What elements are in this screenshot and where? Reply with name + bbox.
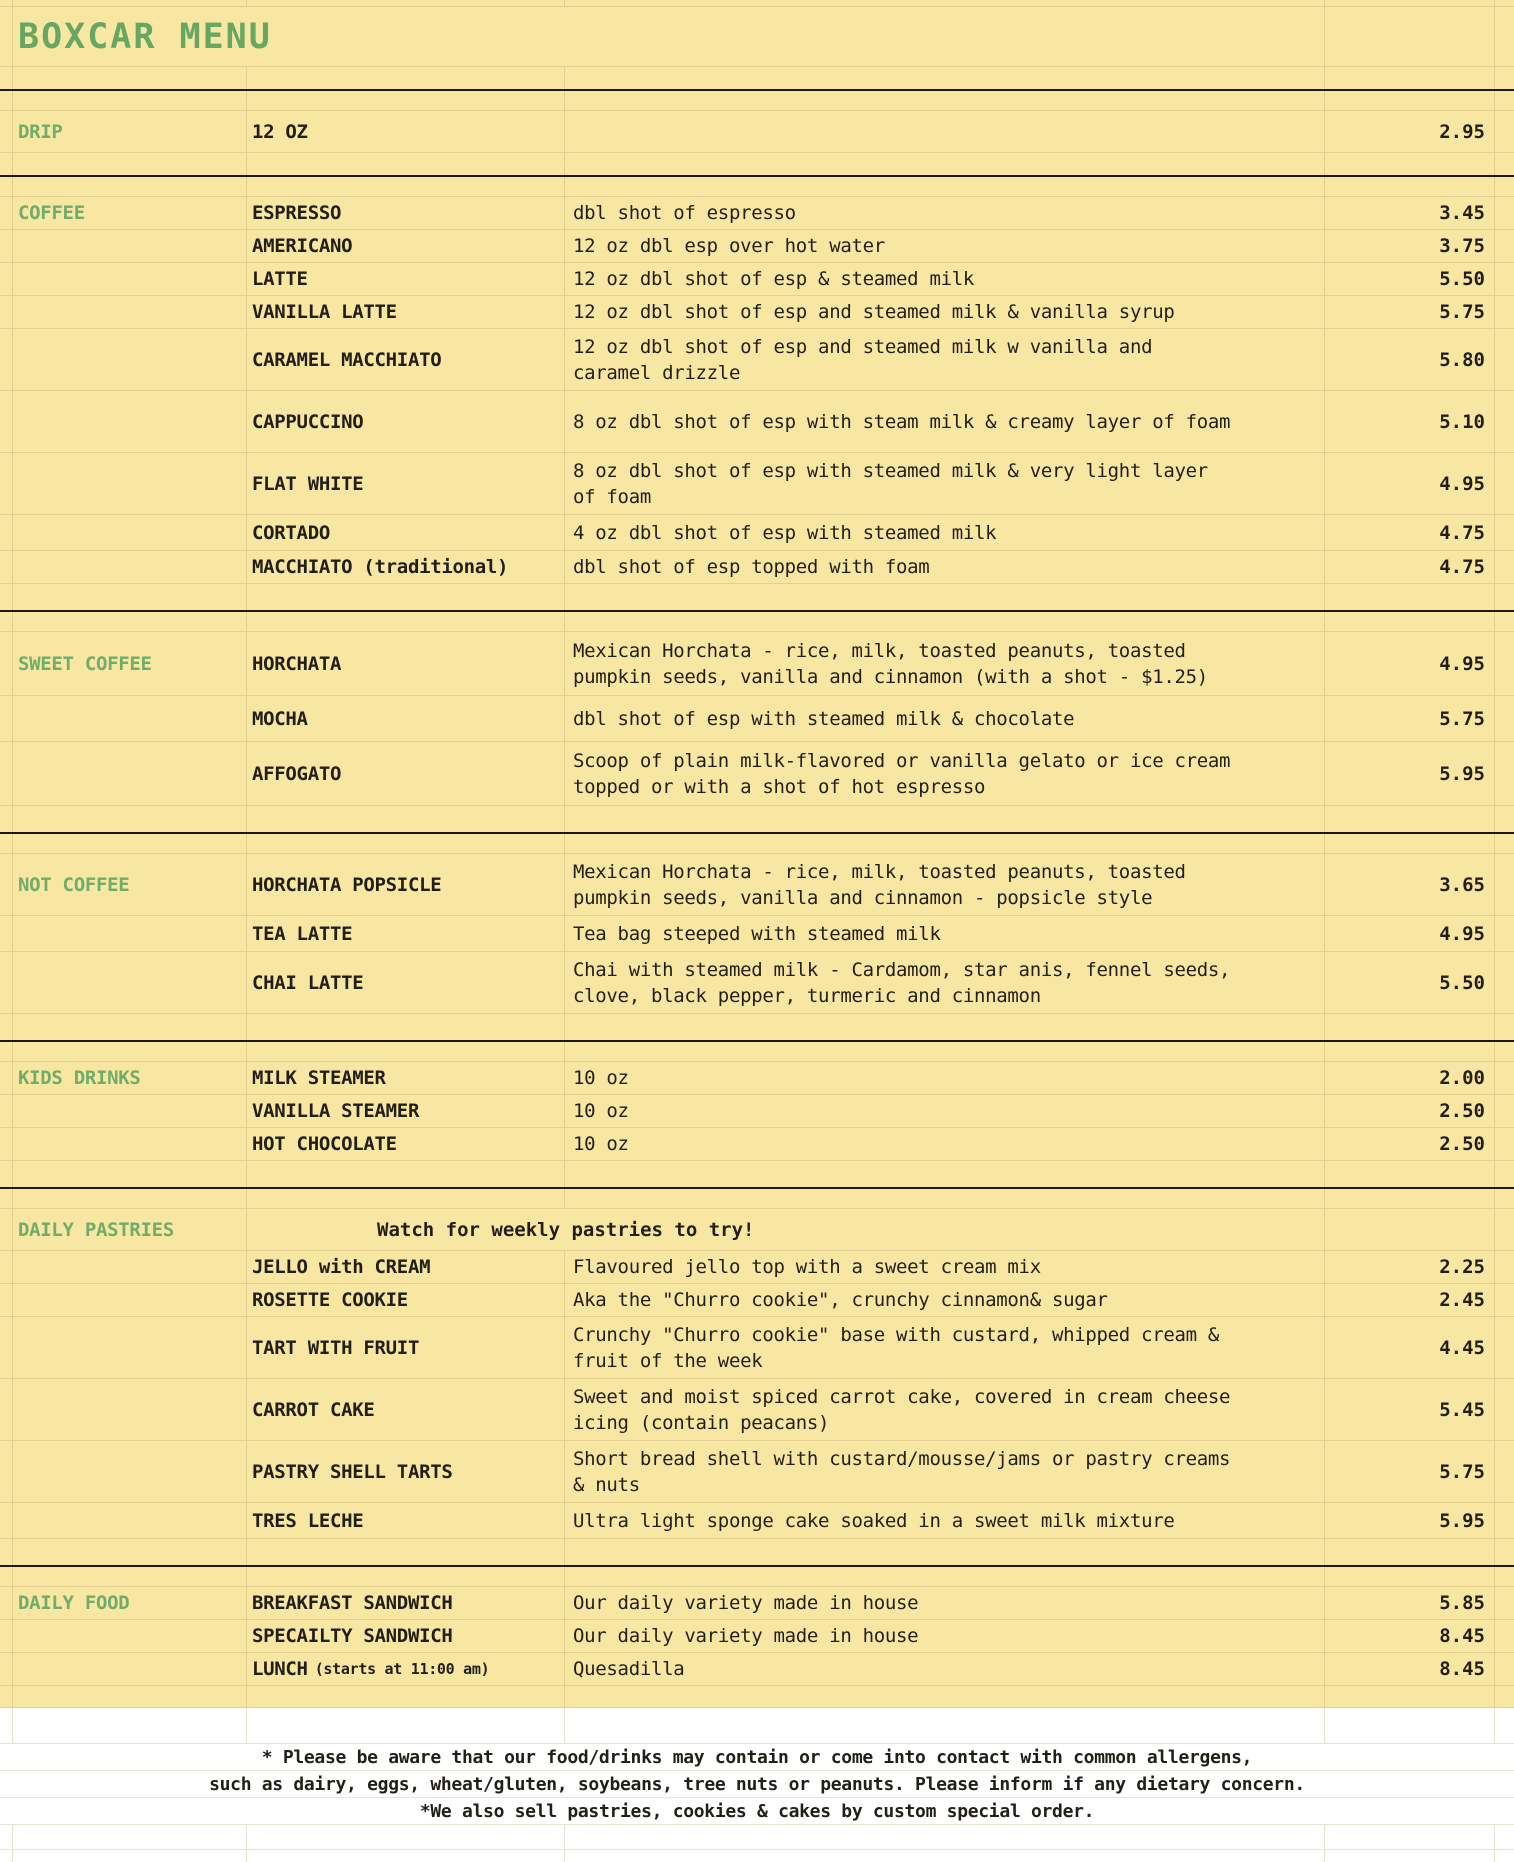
item-description: 8 oz dbl shot of esp with steam milk & creamy layer of foam xyxy=(565,391,1325,452)
section-label: KIDS DRINKS xyxy=(13,1062,247,1094)
section-header-row xyxy=(0,1209,1514,1251)
item-description: 12 oz dbl shot of esp and steamed milk & vanilla syrup xyxy=(565,296,1325,328)
item-price: 4.45 xyxy=(1325,1317,1495,1378)
footer-note-line: *We also sell pastries, cookies & cakes by custom special order. xyxy=(0,1798,1514,1825)
item-price: 3.75 xyxy=(1325,230,1495,262)
menu-row xyxy=(0,296,1514,329)
separator-row xyxy=(0,1014,1514,1040)
menu-row xyxy=(0,453,1514,515)
menu-row xyxy=(0,1284,1514,1317)
item-name: CORTADO xyxy=(247,515,565,550)
section-divider-line xyxy=(0,1040,1514,1062)
item-description: dbl shot of esp with steamed milk & chocolate xyxy=(565,696,1325,741)
item-description xyxy=(565,111,1325,152)
item-price: 5.50 xyxy=(1325,263,1495,295)
item-description: Flavoured jello top with a sweet cream mix xyxy=(565,1251,1325,1283)
item-name: ESPRESSO xyxy=(247,197,565,229)
page-title: BOXCAR MENU xyxy=(13,7,1325,66)
item-description: Quesadilla xyxy=(565,1653,1325,1685)
item-description: Our daily variety made in house xyxy=(565,1587,1325,1619)
menu-row xyxy=(0,952,1514,1014)
separator-row xyxy=(0,1850,1514,1862)
item-name xyxy=(247,1653,565,1685)
item-name: CARROT CAKE xyxy=(247,1379,565,1440)
section-label: NOT COFFEE xyxy=(13,854,247,915)
item-name: FLAT WHITE xyxy=(247,453,565,514)
separator-row xyxy=(0,153,1514,175)
item-name: CARAMEL MACCHIATO xyxy=(247,329,565,390)
menu-row xyxy=(0,742,1514,806)
item-price: 5.10 xyxy=(1325,391,1495,452)
menu-row xyxy=(0,1379,1514,1441)
item-name: TRES LECHE xyxy=(247,1503,565,1538)
item-description: Tea bag steeped with steamed milk xyxy=(565,916,1325,951)
item-name: VANILLA STEAMER xyxy=(247,1095,565,1127)
section-label: COFFEE xyxy=(13,197,247,229)
item-name: TEA LATTE xyxy=(247,916,565,951)
item-price: 5.80 xyxy=(1325,329,1495,390)
menu-row xyxy=(0,1095,1514,1128)
item-price: 8.45 xyxy=(1325,1620,1495,1652)
section-label: SWEET COFFEE xyxy=(13,632,247,695)
menu-row xyxy=(0,1503,1514,1539)
item-name: BREAKFAST SANDWICH xyxy=(247,1587,565,1619)
menu-row xyxy=(0,1251,1514,1284)
menu-row xyxy=(0,230,1514,263)
item-price: 4.95 xyxy=(1325,453,1495,514)
separator-row xyxy=(0,806,1514,832)
item-name: 12 OZ xyxy=(247,111,565,152)
menu-row xyxy=(0,1062,1514,1095)
item-description: 12 oz dbl shot of esp & steamed milk xyxy=(565,263,1325,295)
footer-note-line: such as dairy, eggs, wheat/gluten, soybeans, tree nuts or peanuts. Please inform if any dietary concern. xyxy=(0,1771,1514,1798)
separator-row xyxy=(0,1708,1514,1744)
item-name: ROSETTE COOKIE xyxy=(247,1284,565,1316)
item-description: 10 oz xyxy=(565,1062,1325,1094)
item-price: 5.75 xyxy=(1325,296,1495,328)
menu-row xyxy=(0,1653,1514,1686)
menu-row xyxy=(0,329,1514,391)
item-price: 4.95 xyxy=(1325,632,1495,695)
item-description: 12 oz dbl shot of esp and steamed milk w vanilla and caramel drizzle xyxy=(565,329,1325,390)
item-description: Scoop of plain milk-flavored or vanilla gelato or ice cream topped or with a shot of hot espresso xyxy=(565,742,1325,805)
item-name: MACCHIATO (traditional) xyxy=(247,551,565,583)
item-description: Aka the "Churro cookie", crunchy cinnamon& sugar xyxy=(565,1284,1325,1316)
item-price: 5.95 xyxy=(1325,1503,1495,1538)
item-price: 2.25 xyxy=(1325,1251,1495,1283)
item-price: 4.75 xyxy=(1325,515,1495,550)
section-divider-line xyxy=(0,89,1514,111)
item-name: MILK STEAMER xyxy=(247,1062,565,1094)
item-description: Our daily variety made in house xyxy=(565,1620,1325,1652)
section-divider-line xyxy=(0,1187,1514,1209)
menu-row xyxy=(0,1441,1514,1503)
item-price: 5.75 xyxy=(1325,696,1495,741)
footer-note-line: * Please be aware that our food/drinks may contain or come into contact with common allergens, xyxy=(0,1744,1514,1771)
item-description: 10 oz xyxy=(565,1128,1325,1160)
item-price: 4.75 xyxy=(1325,551,1495,583)
item-description: 12 oz dbl esp over hot water xyxy=(565,230,1325,262)
separator-row xyxy=(0,1686,1514,1708)
menu-row xyxy=(0,197,1514,230)
item-name: PASTRY SHELL TARTS xyxy=(247,1441,565,1502)
item-name-text: LUNCH xyxy=(252,1658,308,1680)
item-price: 5.45 xyxy=(1325,1379,1495,1440)
item-description: dbl shot of esp topped with foam xyxy=(565,551,1325,583)
item-price: 8.45 xyxy=(1325,1653,1495,1685)
item-description: 4 oz dbl shot of esp with steamed milk xyxy=(565,515,1325,550)
item-description: Ultra light sponge cake soaked in a sweet milk mixture xyxy=(565,1503,1325,1538)
item-price: 5.95 xyxy=(1325,742,1495,805)
item-price: 5.85 xyxy=(1325,1587,1495,1619)
item-price: 2.50 xyxy=(1325,1128,1495,1160)
separator-row xyxy=(0,0,1514,7)
menu-row xyxy=(0,1620,1514,1653)
item-price: 2.50 xyxy=(1325,1095,1495,1127)
section-divider-line xyxy=(0,610,1514,632)
section-divider-line xyxy=(0,832,1514,854)
item-name: HORCHATA xyxy=(247,632,565,695)
item-price: 4.95 xyxy=(1325,916,1495,951)
menu-row xyxy=(0,1317,1514,1379)
item-name: CHAI LATTE xyxy=(247,952,565,1013)
menu-row xyxy=(0,1128,1514,1161)
item-name: HOT CHOCOLATE xyxy=(247,1128,565,1160)
menu-row xyxy=(0,111,1514,153)
item-name: HORCHATA POPSICLE xyxy=(247,854,565,915)
item-name: CAPPUCCINO xyxy=(247,391,565,452)
separator-row xyxy=(0,1825,1514,1850)
item-description: dbl shot of espresso xyxy=(565,197,1325,229)
item-name: LATTE xyxy=(247,263,565,295)
pastries-note: Watch for weekly pastries to try! xyxy=(247,1209,1325,1250)
item-description: Short bread shell with custard/mousse/jams or pastry creams & nuts xyxy=(565,1441,1325,1502)
item-price: 2.00 xyxy=(1325,1062,1495,1094)
item-description: Crunchy "Churro cookie" base with custard, whipped cream & fruit of the week xyxy=(565,1317,1325,1378)
item-price: 3.45 xyxy=(1325,197,1495,229)
menu-row xyxy=(0,263,1514,296)
item-price: 2.95 xyxy=(1325,111,1495,152)
item-name: MOCHA xyxy=(247,696,565,741)
item-description: 10 oz xyxy=(565,1095,1325,1127)
item-price: 5.50 xyxy=(1325,952,1495,1013)
item-description: Sweet and moist spiced carrot cake, covered in cream cheese icing (contain peacans) xyxy=(565,1379,1325,1440)
menu-row xyxy=(0,551,1514,584)
item-description: Mexican Horchata - rice, milk, toasted peanuts, toasted pumpkin seeds, vanilla and cinnamon - popsicle style xyxy=(565,854,1325,915)
item-description: Mexican Horchata - rice, milk, toasted peanuts, toasted pumpkin seeds, vanilla and cinnamon (with a shot - $1.25) xyxy=(565,632,1325,695)
section-label: DAILY FOOD xyxy=(13,1587,247,1619)
item-price: 5.75 xyxy=(1325,1441,1495,1502)
item-name: SPECAILTY SANDWICH xyxy=(247,1620,565,1652)
menu-row xyxy=(0,854,1514,916)
title-row xyxy=(0,7,1514,67)
item-price: 3.65 xyxy=(1325,854,1495,915)
separator-row xyxy=(0,1161,1514,1187)
item-name: AFFOGATO xyxy=(247,742,565,805)
item-note: (starts at 11:00 am) xyxy=(314,1660,490,1678)
item-name: JELLO with CREAM xyxy=(247,1251,565,1283)
menu-row xyxy=(0,632,1514,696)
item-description: Chai with steamed milk - Cardamom, star anis, fennel seeds, clove, black pepper, turmeric and cinnamon xyxy=(565,952,1325,1013)
section-label: DRIP xyxy=(13,111,247,152)
section-label: DAILY PASTRIES xyxy=(13,1209,247,1250)
separator-row xyxy=(0,67,1514,89)
section-divider-line xyxy=(0,1565,1514,1587)
section-divider-line xyxy=(0,175,1514,197)
menu-row xyxy=(0,916,1514,952)
item-price: 2.45 xyxy=(1325,1284,1495,1316)
menu-row xyxy=(0,515,1514,551)
separator-row xyxy=(0,1539,1514,1565)
item-name: VANILLA LATTE xyxy=(247,296,565,328)
item-name: TART WITH FRUIT xyxy=(247,1317,565,1378)
menu-row xyxy=(0,1587,1514,1620)
separator-row xyxy=(0,584,1514,610)
item-name: AMERICANO xyxy=(247,230,565,262)
item-description: 8 oz dbl shot of esp with steamed milk & very light layer of foam xyxy=(565,453,1325,514)
menu-row xyxy=(0,391,1514,453)
menu-row xyxy=(0,696,1514,742)
